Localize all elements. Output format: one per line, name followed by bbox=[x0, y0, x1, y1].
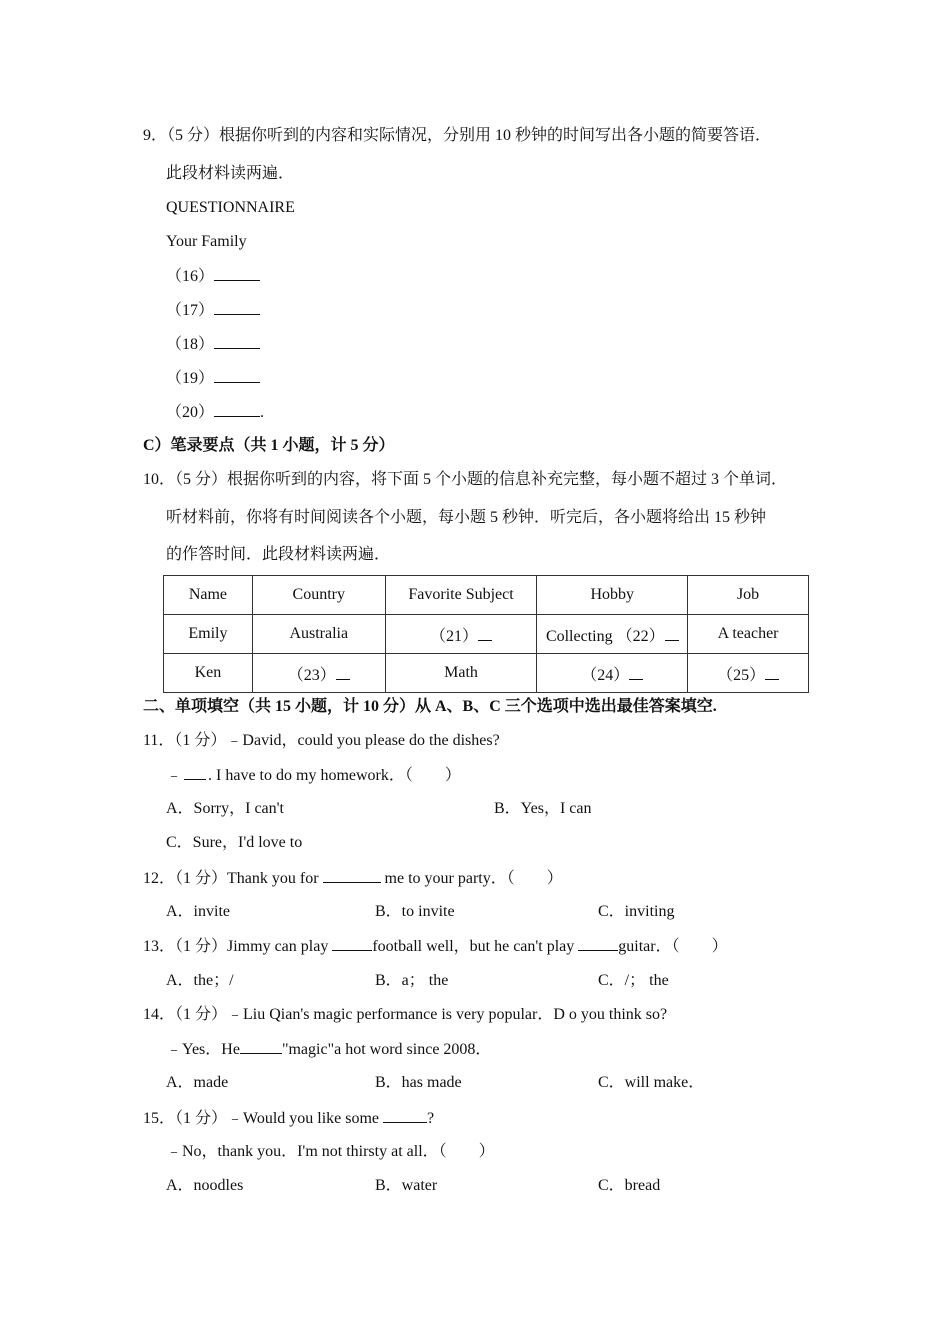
answer-blank[interactable] bbox=[323, 868, 381, 883]
questionnaire-title: QUESTIONNAIRE bbox=[166, 199, 295, 216]
item-label: （16） bbox=[166, 268, 215, 285]
cell-name: Ken bbox=[164, 654, 253, 693]
cell-job: A teacher bbox=[688, 615, 809, 654]
q12-option-a[interactable]: A．invite bbox=[166, 903, 230, 920]
stem-text: football well，but he can't play bbox=[372, 938, 575, 955]
item-label: （17） bbox=[166, 302, 215, 319]
reply-text: ﹣Yes．He bbox=[166, 1041, 240, 1058]
q15-option-a[interactable]: A．noodles bbox=[166, 1177, 244, 1194]
q10-stem-line2: 听材料前，你将有时间阅读各个小题，每小题 5 秒钟．听完后，各小题将给出 15 秒钟 bbox=[166, 509, 767, 526]
stem-text: 13．（1 分）Jimmy can play bbox=[143, 938, 329, 955]
cell-country: Australia bbox=[252, 615, 385, 654]
q9-item-19 bbox=[166, 368, 260, 389]
reply-text: "magic"a hot word since 2008． bbox=[281, 1041, 492, 1058]
answer-blank[interactable] bbox=[214, 266, 260, 281]
answer-blank[interactable] bbox=[332, 936, 372, 951]
answer-blank[interactable] bbox=[578, 936, 618, 951]
blank-label: （21） bbox=[430, 627, 479, 645]
q9-item-17 bbox=[166, 300, 260, 321]
q9-item-18 bbox=[166, 334, 260, 355]
q13-stem bbox=[143, 936, 728, 957]
info-table bbox=[163, 575, 809, 693]
blank-label: （25） bbox=[717, 666, 766, 684]
header-name: Name bbox=[164, 576, 253, 615]
stem-text: 15．（1 分）﹣Would you like some bbox=[143, 1110, 380, 1127]
header-hobby: Hobby bbox=[537, 576, 688, 615]
q10-stem: 10．（5 分）根据你听到的内容，将下面 5 个小题的信息补充完整，每小题不超过 3 个单词． bbox=[143, 471, 788, 488]
section-2-heading: 二、单项填空（共 15 小题，计 10 分）从 A、B、C 三个选项中选出最佳答案填空. bbox=[143, 698, 717, 715]
q11-option-a[interactable]: A．Sorry，I can't bbox=[166, 800, 284, 817]
q15-option-c[interactable]: C．bread bbox=[598, 1177, 661, 1194]
q12-option-c[interactable]: C．inviting bbox=[598, 903, 675, 920]
q10-stem-line3: 的作答时间．此段材料读两遍． bbox=[166, 546, 391, 563]
cell-subject bbox=[385, 615, 537, 654]
q15-reply: ﹣No，thank you．I'm not thirsty at all．（ ） bbox=[166, 1143, 495, 1160]
table-header-row bbox=[164, 576, 809, 615]
end-mark: . bbox=[260, 404, 265, 421]
blank-label: （24） bbox=[581, 666, 630, 684]
item-label: （20） bbox=[166, 404, 215, 421]
answer-blank[interactable] bbox=[184, 765, 206, 780]
q9-stem: 9．（5 分）根据你听到的内容和实际情况，分别用 10 秒钟的时间写出各小题的简要答语． bbox=[143, 127, 772, 144]
answer-blank[interactable] bbox=[629, 665, 643, 680]
q14-reply bbox=[166, 1039, 491, 1060]
stem-text: 12．（1 分）Thank you for bbox=[143, 870, 319, 887]
header-subject: Favorite Subject bbox=[385, 576, 537, 615]
answer-blank[interactable] bbox=[214, 368, 260, 383]
dash: ﹣ bbox=[166, 767, 183, 784]
q13-option-c[interactable]: C．/； the bbox=[598, 972, 669, 989]
section-c-heading: C）笔录要点（共 1 小题，计 5 分） bbox=[143, 437, 395, 454]
q13-option-a[interactable]: A．the；/ bbox=[166, 972, 234, 989]
cell-country bbox=[252, 654, 385, 693]
q14-option-b[interactable]: B．has made bbox=[375, 1074, 462, 1091]
answer-blank[interactable] bbox=[214, 402, 260, 417]
q14-option-a[interactable]: A．made bbox=[166, 1074, 229, 1091]
cell-hobby bbox=[537, 615, 688, 654]
table-row bbox=[164, 654, 809, 693]
stem-text: me to your party．（ ） bbox=[384, 870, 563, 887]
answer-blank[interactable] bbox=[336, 665, 350, 680]
answer-blank[interactable] bbox=[765, 665, 779, 680]
blank-label: （23） bbox=[287, 666, 336, 684]
answer-blank[interactable] bbox=[214, 300, 260, 315]
q12-option-b[interactable]: B．to invite bbox=[375, 903, 455, 920]
q11-reply bbox=[166, 765, 461, 786]
reply-text: . I have to do my homework．（ ） bbox=[208, 767, 461, 784]
item-label: （18） bbox=[166, 336, 215, 353]
cell-job bbox=[688, 654, 809, 693]
q13-option-b[interactable]: B．a； the bbox=[375, 972, 449, 989]
header-job: Job bbox=[688, 576, 809, 615]
answer-blank[interactable] bbox=[478, 626, 492, 641]
stem-text: guitar．（ ） bbox=[618, 938, 728, 955]
header-country: Country bbox=[252, 576, 385, 615]
q14-stem: 14．（1 分）﹣Liu Qian's magic performance is very popular．D o you think so? bbox=[143, 1006, 668, 1023]
q11-stem: 11．（1 分）﹣David，could you please do the dishes? bbox=[143, 732, 500, 749]
answer-blank[interactable] bbox=[214, 334, 260, 349]
table-row bbox=[164, 615, 809, 654]
item-label: （19） bbox=[166, 370, 215, 387]
q9-item-20 bbox=[166, 402, 264, 423]
cell-name: Emily bbox=[164, 615, 253, 654]
q14-option-c[interactable]: C．will make． bbox=[598, 1074, 705, 1091]
cell-subject: Math bbox=[385, 654, 537, 693]
answer-blank[interactable] bbox=[240, 1039, 282, 1054]
answer-blank[interactable] bbox=[383, 1108, 427, 1123]
q15-option-b[interactable]: B．water bbox=[375, 1177, 438, 1194]
q9-note: 此段材料读两遍． bbox=[166, 165, 295, 182]
q12-stem bbox=[143, 868, 563, 889]
questionnaire-subtitle: Your Family bbox=[166, 233, 247, 250]
answer-blank[interactable] bbox=[665, 626, 679, 641]
q15-stem bbox=[143, 1108, 434, 1129]
q11-option-b[interactable]: B．Yes，I can bbox=[494, 800, 592, 817]
blank-label: Collecting （22） bbox=[545, 627, 665, 645]
q9-item-16 bbox=[166, 266, 260, 287]
cell-hobby bbox=[537, 654, 688, 693]
q11-option-c[interactable]: C．Sure，I'd love to bbox=[166, 834, 303, 851]
stem-text: ? bbox=[427, 1110, 435, 1127]
